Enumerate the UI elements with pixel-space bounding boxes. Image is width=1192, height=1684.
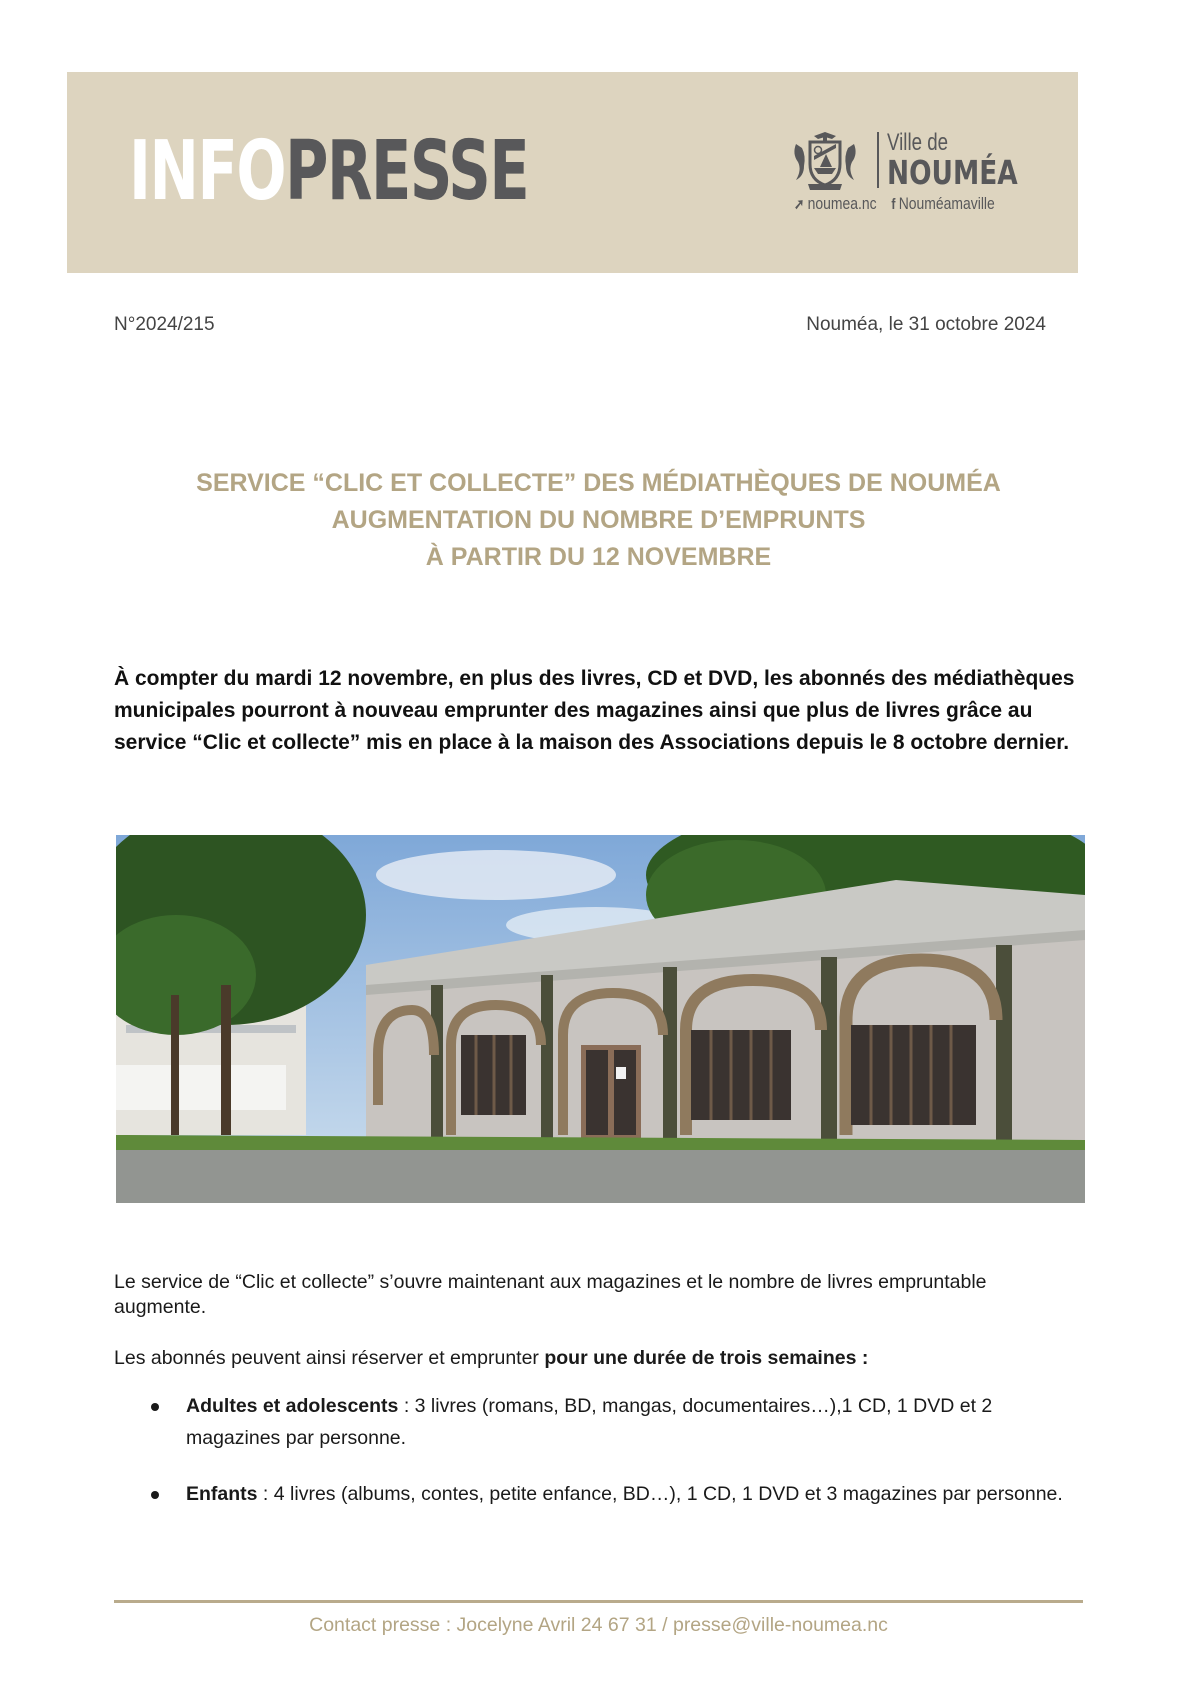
body-paragraph-loan-duration <box>114 1346 1074 1371</box>
list-item-text: : 4 livres (albums, contes, petite enfance, BD…), 1 CD, 1 DVD et 3 magazines par personne. <box>257 1483 1063 1505</box>
brand-info: INFO <box>129 124 286 219</box>
ville-de-noumea-logo <box>790 130 1030 220</box>
logo-noumea: NOUMÉA <box>887 153 1018 192</box>
loan-limits-list <box>146 1390 1086 1534</box>
facebook-icon: f <box>891 195 896 213</box>
list-item-text: : 3 livres (romans, BD, mangas, documentaires…),1 CD, 1 DVD et 2 magazines par personne. <box>186 1395 993 1449</box>
header-banner <box>67 72 1078 273</box>
building-illustration <box>116 835 1085 1203</box>
noumea-coat-of-arms-icon <box>790 130 860 192</box>
website-link[interactable]: noumea.nc <box>807 194 877 213</box>
list-item <box>146 1390 1086 1454</box>
title-line: À PARTIR DU 12 NOVEMBRE <box>425 543 772 571</box>
list-item-label: Adultes et adolescents <box>186 1395 399 1417</box>
list-item <box>146 1478 1086 1510</box>
infopresse-wordmark <box>129 124 529 219</box>
page-title <box>114 465 1083 576</box>
bullet-icon <box>151 1491 159 1499</box>
press-contact: Contact presse : Jocelyne Avril 24 67 31 / presse@ville-noumea.nc <box>309 1614 888 1636</box>
logo-ville-de: Ville de <box>887 129 949 156</box>
press-release-number: N°2024/215 <box>114 314 215 335</box>
list-item-label: Enfants <box>186 1483 258 1505</box>
title-line: SERVICE “CLIC ET COLLECTE” DES MÉDIATHÈQUES DE NOUMÉA <box>196 469 1001 497</box>
release-date: Nouméa, le 31 octobre 2024 <box>806 314 1046 335</box>
paragraph-text: Les abonnés peuvent ainsi réserver et emprunter <box>114 1347 545 1369</box>
footer-divider <box>114 1600 1083 1603</box>
title-line: AUGMENTATION DU NOMBRE D’EMPRUNTS <box>331 506 866 534</box>
facebook-link[interactable]: Nouméamaville <box>898 194 995 213</box>
brand-presse: PRESSE <box>285 124 529 219</box>
logo-divider <box>877 132 879 188</box>
logo-social-links <box>794 194 995 214</box>
library-building-photo <box>116 835 1085 1203</box>
paragraph-emphasis: pour une durée de trois semaines : <box>544 1347 869 1369</box>
lead-paragraph: À compter du mardi 12 novembre, en plus des livres, CD et DVD, les abonnés des médiathèques municipales pourront à nouveau emprunter des magazines ainsi que plus de livres grâce au service “Clic et collecte” mis en place à la maison des Associations depuis le 8 octobre dernier. <box>114 667 1075 754</box>
arrow-icon: ➚ <box>794 196 805 213</box>
body-paragraph: Le service de “Clic et collecte” s’ouvre maintenant aux magazines et le nombre de livres empruntable augmente. <box>114 1271 987 1318</box>
bullet-icon <box>151 1403 159 1411</box>
